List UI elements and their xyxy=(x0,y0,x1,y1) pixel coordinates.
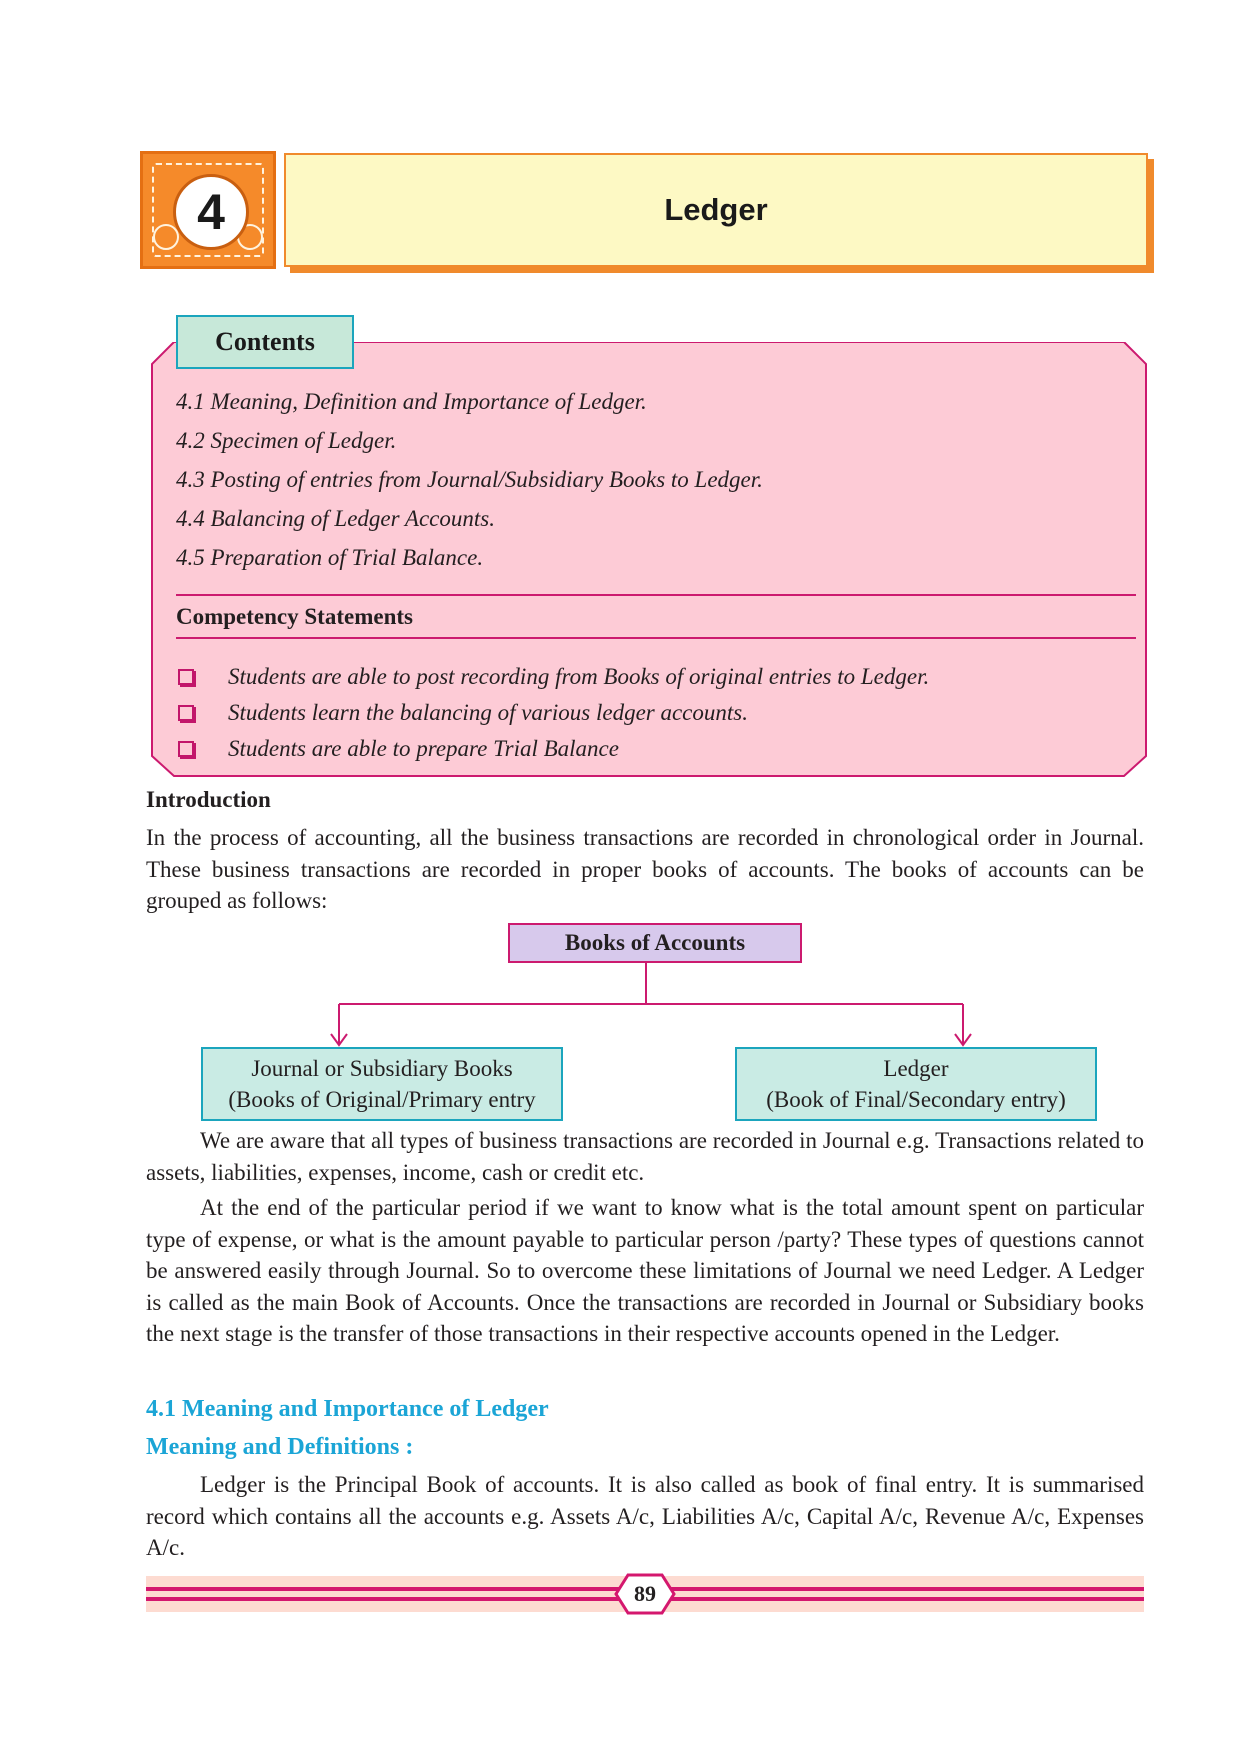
diagram-node-journal xyxy=(201,1047,563,1121)
diagram-root-node: Books of Accounts xyxy=(508,923,802,963)
competency-item xyxy=(176,731,929,767)
contents-item: 4.2 Specimen of Ledger. xyxy=(176,428,397,453)
competency-text: Students are able to post recording from Books of original entries to Ledger. xyxy=(228,664,930,689)
section-subheading: Meaning and Definitions : xyxy=(146,1434,414,1460)
competency-item xyxy=(176,659,929,695)
contents-item: 4.3 Posting of entries from Journal/Subsidiary Books to Ledger. xyxy=(176,467,763,492)
contents-item: 4.5 Preparation of Trial Balance. xyxy=(176,545,484,570)
diagram-node-title: Journal or Subsidiary Books xyxy=(251,1056,513,1081)
checkbox-icon xyxy=(178,741,194,757)
contents-heading: Contents xyxy=(176,315,354,369)
page-number: 89 xyxy=(634,1581,656,1606)
competency-list xyxy=(176,659,929,767)
contents-item: 4.1 Meaning, Definition and Importance of Ledger. xyxy=(176,389,647,414)
diagram-node-title: Ledger xyxy=(883,1056,949,1081)
section-heading: 4.1 Meaning and Importance of Ledger xyxy=(146,1396,549,1422)
checkbox-icon xyxy=(178,705,194,721)
page-number-badge xyxy=(614,1573,676,1615)
diagram-node-subtitle: (Book of Final/Secondary entry) xyxy=(766,1087,1066,1112)
competency-heading: Competency Statements xyxy=(176,604,413,629)
chapter-title: Ledger xyxy=(664,192,768,227)
introduction-heading: Introduction xyxy=(146,787,271,812)
section-paragraph: Ledger is the Principal Book of accounts. It is also called as book of final entry. It is summarised record which contains all the accounts e.g. Assets A/c, Liabilities A/c, Capital A/c, Revenue A/c, Expenses A/c. xyxy=(146,1472,1144,1560)
contents-list xyxy=(176,387,763,582)
contents-item: 4.4 Balancing of Ledger Accounts. xyxy=(176,506,495,531)
checkbox-icon xyxy=(178,669,194,685)
competency-item xyxy=(176,695,929,731)
competency-text: Students are able to prepare Trial Balance xyxy=(228,736,619,761)
divider-rule xyxy=(176,637,1136,639)
divider-rule xyxy=(176,594,1136,596)
introduction-paragraph: In the process of accounting, all the business transactions are recorded in chronological order in Journal. These business transactions are recorded in proper books of accounts. The books of accounts can be grouped as follows: xyxy=(146,825,1144,913)
competency-text: Students learn the balancing of various ledger accounts. xyxy=(228,700,748,725)
body-paragraph: At the end of the particular period if we want to know what is the total amount spent on particular type of expense, or what is the amount payable to particular person /party? These types of questions cannot be answered easily through Journal. So to overcome these limitations of Journal we need Ledger. A Ledger is called as the main Book of Accounts. Once the transactions are recorded in Journal or Subsidiary books the next stage is the transfer of those transactions in their respective accounts opened in the Ledger. xyxy=(146,1195,1144,1346)
diagram-node-ledger xyxy=(735,1047,1097,1121)
chapter-number: 4 xyxy=(173,174,249,250)
body-paragraph: We are aware that all types of business transactions are recorded in Journal e.g. Transactions related to assets, liabilities, expenses, income, cash or credit etc. xyxy=(146,1128,1144,1185)
diagram-node-subtitle: (Books of Original/Primary entry xyxy=(228,1087,536,1112)
